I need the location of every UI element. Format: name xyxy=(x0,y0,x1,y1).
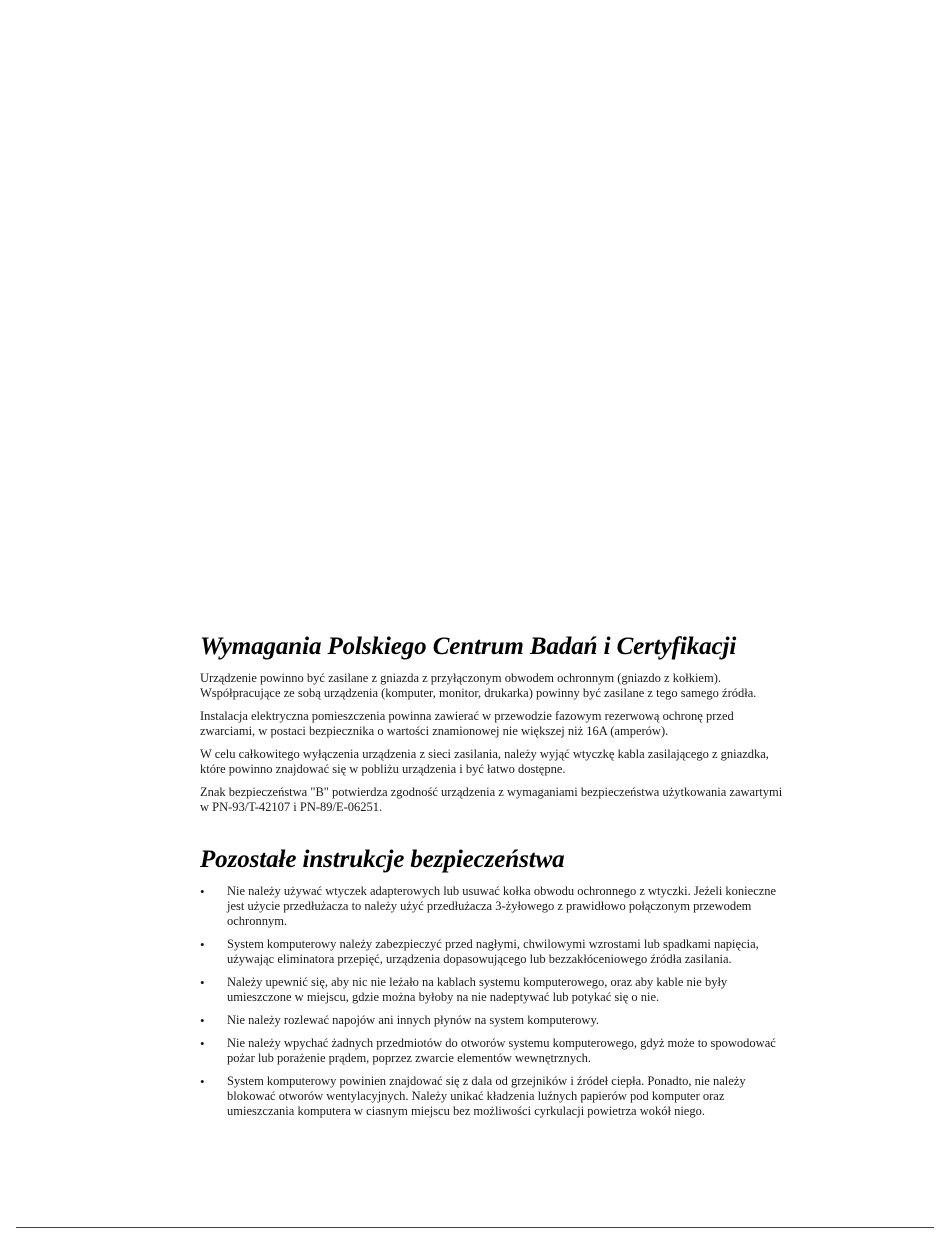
list-item-text: Nie należy wpychać żadnych przedmiotów do otworów systemu komputerowego, gdyż może to spowodować pożar lub porażenie prądem, poprzez zwarcie elementów wewnętrznych. xyxy=(227,1036,776,1065)
bullet-icon: • xyxy=(200,884,205,899)
bullet-icon: • xyxy=(200,1013,205,1028)
list-item-text: Nie należy rozlewać napojów ani innych płynów na system komputerowy. xyxy=(227,1013,600,1027)
safety-instructions-list xyxy=(200,884,785,1119)
bullet-icon: • xyxy=(200,937,205,952)
list-item xyxy=(200,1036,785,1066)
bullet-icon: • xyxy=(200,1074,205,1089)
list-item-text: System komputerowy powinien znajdować się z dala od grzejników i źródeł ciepła. Ponadto, nie należy blokować otworów wentylacyjnych. Należy unikać kładzenia luźnych papierów pod komputer oraz umieszczania komputera w ciasnym miejscu bez możliwości cyrkulacji powietrza wokół niego. xyxy=(227,1074,746,1118)
list-item xyxy=(200,884,785,929)
paragraph-safety-mark-b: Znak bezpieczeństwa "B" potwierdza zgodność urządzenia z wymaganiami bezpieczeństwa użytkowania zawartymi w PN-93/T-42107 i PN-89/E-06251. xyxy=(200,785,783,814)
list-item-text: Należy upewnić się, aby nic nie leżało na kablach systemu komputerowego, oraz aby kable nie były umieszczone w miejscu, gdzie można byłoby na nie nadeptywać lub potykać się o nie. xyxy=(227,975,728,1004)
bullet-icon: • xyxy=(200,975,205,990)
list-item-text: System komputerowy należy zabezpieczyć przed nagłymi, chwilowymi wzrostami lub spadkami napięcia, używając eliminatora przepięć, urządzenia dopasowującego lub bezzakłóceniowego źródła zasilania. xyxy=(227,937,759,966)
bullet-icon: • xyxy=(200,1036,205,1051)
list-item-text: Nie należy używać wtyczek adapterowych lub usuwać kołka obwodu ochronnego z wtyczki. Jeżeli konieczne jest użycie przedłużacza to należy użyć przedłużacza 3-żyłowego z prawidłowo połączonym przewodem ochronnym. xyxy=(227,884,777,928)
section-heading-pcbc-requirements: Wymagania Polskiego Centrum Badań i Certyfikacji xyxy=(200,633,737,660)
paragraph-disconnect-power: W celu całkowitego wyłączenia urządzenia z sieci zasilania, należy wyjąć wtyczkę kabla zasilającego z gniazdka, które powinno znajdować się w pobliżu urządzenia i być łatwo dostępne. xyxy=(200,747,769,776)
list-item xyxy=(200,1074,785,1119)
paragraph-fuse-protection: Instalacja elektryczna pomieszczenia powinna zawierać w przewodzie fazowym rezerwową ochronę przed zwarciami, w postaci bezpiecznika o wartości znamionowej nie większej niż 16A (amperów). xyxy=(200,709,734,738)
list-item xyxy=(200,975,785,1005)
page-content xyxy=(200,632,785,1127)
list-item xyxy=(200,937,785,967)
section-heading-other-safety-instructions: Pozostałe instrukcje bezpieczeństwa xyxy=(200,846,565,873)
paragraph-grounded-socket: Urządzenie powinno być zasilane z gniazda z przyłączonym obwodem ochronnym (gniazdo z kołkiem). Współpracujące ze sobą urządzenia (komputer, monitor, drukarka) powinny być zasilane z tego samego źródła. xyxy=(200,671,757,700)
list-item xyxy=(200,1013,785,1028)
footer-divider xyxy=(16,1227,934,1228)
